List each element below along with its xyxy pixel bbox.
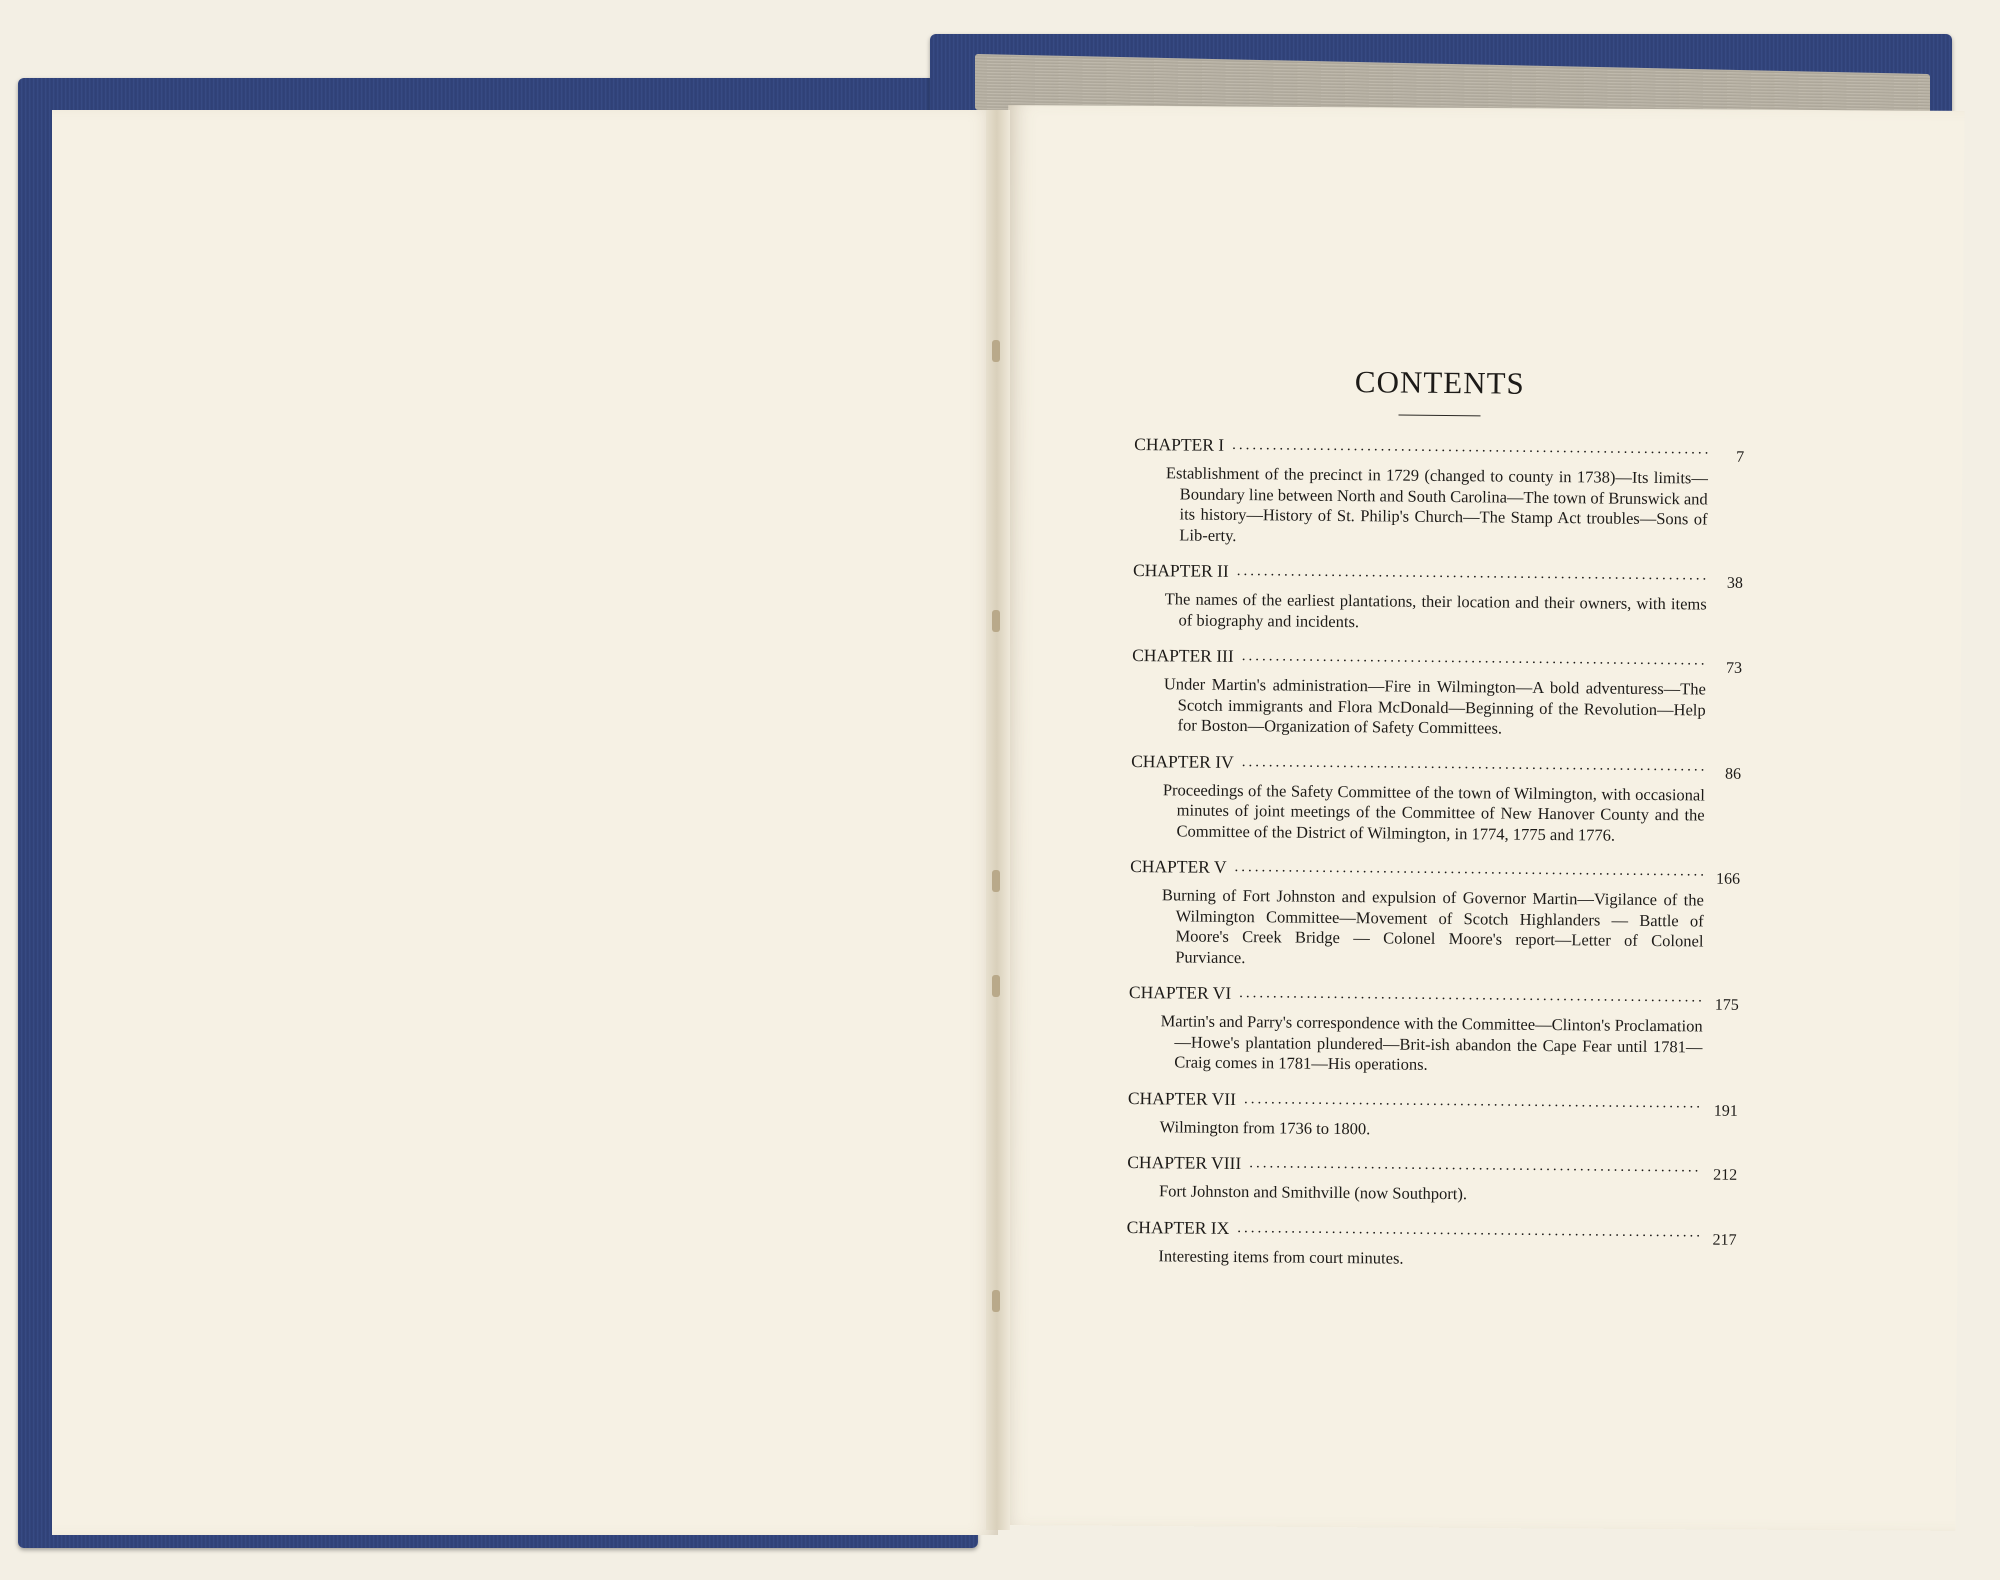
dot-leader bbox=[1234, 856, 1704, 883]
chapter-label: CHAPTER IX bbox=[1126, 1216, 1230, 1238]
chapter-label: CHAPTER VIII bbox=[1127, 1151, 1242, 1174]
chapter-label: CHAPTER V bbox=[1130, 855, 1227, 877]
chapter-label: CHAPTER II bbox=[1132, 559, 1229, 581]
page-number: 38 bbox=[1726, 574, 1743, 592]
binding-stitch bbox=[992, 975, 1000, 997]
toc-entry bbox=[1132, 559, 1743, 636]
chapter-label: CHAPTER VII bbox=[1127, 1087, 1237, 1109]
chapter-description: Under Martin's administration—Fire in Wilmington—A bold adventuress—The Scotch immigrants and Flora McDonald—Beginning of the Revolution—Help for Boston—Organization of Safety Committees. bbox=[1163, 674, 1706, 738]
dot-leader bbox=[1244, 1088, 1702, 1114]
chapter-description: Burning of Fort Johnston and expulsion of Governor Martin—Vigilance of the Wilmington Committee—Movement of Scotch Highlanders — Battle of Moore's Creek Bridge — Colonel Moore's report—Letter of Colonel Purviance. bbox=[1161, 885, 1704, 967]
page-number: 86 bbox=[1724, 765, 1742, 783]
chapter-description: The names of the earliest plantations, their location and their owners, with items of biography and incidents. bbox=[1164, 589, 1707, 631]
chapter-label: CHAPTER IV bbox=[1131, 750, 1234, 772]
toc-entry bbox=[1126, 1215, 1736, 1271]
toc-entry bbox=[1128, 981, 1739, 1078]
book-gutter bbox=[986, 110, 1010, 1530]
table-of-contents bbox=[1126, 362, 1745, 1286]
chapter-label: CHAPTER III bbox=[1132, 644, 1234, 666]
dot-leader bbox=[1249, 1152, 1701, 1178]
page-number: 166 bbox=[1715, 870, 1741, 888]
chapter-description: Fort Johnston and Smithville (now Southport). bbox=[1158, 1181, 1468, 1204]
dot-leader bbox=[1237, 560, 1707, 587]
page-number: 175 bbox=[1714, 996, 1739, 1014]
page-number: 73 bbox=[1726, 659, 1743, 677]
dot-leader bbox=[1239, 982, 1703, 1008]
toc-entry bbox=[1130, 749, 1741, 846]
chapter-description: Establishment of the precinct in 1729 (changed to county in 1738)—Its limits—Boundary line between North and South Carolina—The town of Brunswick and its history—History of St. Philip's Church—The Stamp Act troubles—Sons of Lib-erty. bbox=[1165, 463, 1709, 545]
binding-stitch bbox=[992, 340, 1000, 362]
page-number: 217 bbox=[1712, 1231, 1737, 1249]
dot-leader bbox=[1242, 645, 1707, 671]
toc-entry bbox=[1129, 855, 1740, 973]
chapter-description: Interesting items from court minutes. bbox=[1158, 1245, 1404, 1268]
dot-leader bbox=[1232, 434, 1708, 461]
toc-entry bbox=[1128, 1086, 1738, 1142]
binding-stitch bbox=[992, 870, 1000, 892]
dot-leader bbox=[1237, 1217, 1701, 1243]
title-rule bbox=[1398, 415, 1480, 417]
page-number: 212 bbox=[1713, 1166, 1738, 1184]
page-number: 7 bbox=[1736, 448, 1745, 466]
chapter-description: Martin's and Parry's correspondence with the Committee—Clinton's Proclamation—Howe's plantation plundered—Brit-ish abandon the Cape Fear until 1781—Craig comes in 1781—His operations. bbox=[1160, 1011, 1703, 1074]
dot-leader bbox=[1242, 751, 1706, 777]
chapter-description: Wilmington from 1736 to 1800. bbox=[1159, 1116, 1371, 1138]
chapter-label: CHAPTER I bbox=[1134, 433, 1225, 455]
page-number: 191 bbox=[1713, 1102, 1738, 1120]
chapter-description: Proceedings of the Safety Committee of the town of Wilmington, with occasional minutes of joint meetings of the Committee of New Hanover County and the Committee of the District of Wilmington, in 1774, 1775 and 1776. bbox=[1162, 779, 1705, 845]
contents-title: CONTENTS bbox=[1354, 364, 1525, 401]
left-page-blank bbox=[52, 110, 998, 1535]
toc-entry bbox=[1127, 1151, 1737, 1207]
binding-stitch bbox=[992, 610, 1000, 632]
toc-entry bbox=[1131, 644, 1742, 741]
chapter-label: CHAPTER VI bbox=[1128, 981, 1232, 1003]
binding-stitch bbox=[992, 1290, 1000, 1312]
toc-entry bbox=[1133, 433, 1744, 551]
